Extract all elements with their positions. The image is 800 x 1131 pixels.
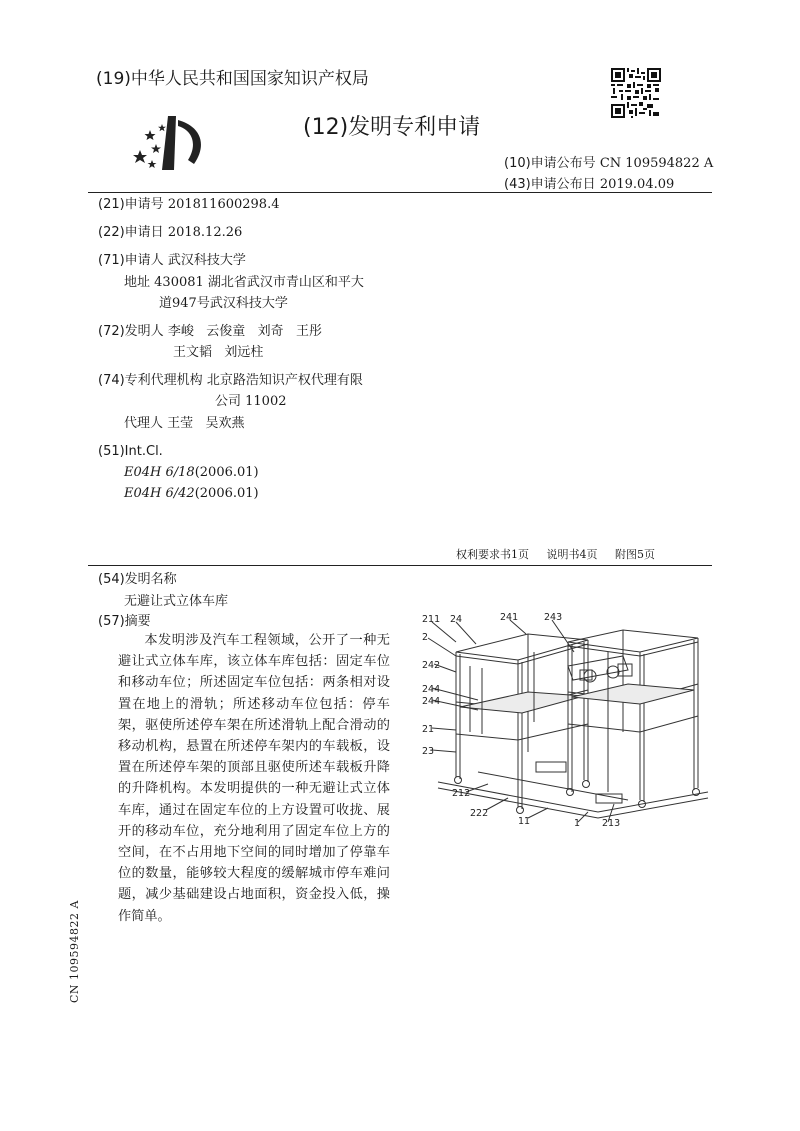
address-line-2: 道947号武汉科技大学 xyxy=(159,296,288,311)
application-number-value: 201811600298.4 xyxy=(167,197,280,212)
inventors-line-1: 李峻 云俊童 刘奇 王彤 xyxy=(167,324,323,339)
application-number xyxy=(98,195,279,215)
claims-pages: 权利要求书1页 xyxy=(456,548,529,561)
abstract-label-text: (57)摘要 xyxy=(98,614,151,629)
figure-label-213: 213 xyxy=(602,818,621,829)
office-name: (19)中华人民共和国国家知识产权局 xyxy=(96,69,369,89)
int-cl-label-text: (51)Int.Cl. xyxy=(98,444,163,459)
figure-label-222: 222 xyxy=(470,808,489,819)
patent-agency-label: (74)专利代理机构 xyxy=(98,373,203,388)
patent-agency-line-1: 北京路浩知识产权代理有限 xyxy=(206,373,363,388)
drawings-pages: 附图5页 xyxy=(615,548,655,561)
ipc-class-2 xyxy=(124,484,259,504)
publication-date-value: 2019.04.09 xyxy=(599,177,675,192)
int-cl-label xyxy=(98,442,163,462)
figure-label-242: 242 xyxy=(422,660,441,671)
figure-label-11: 11 xyxy=(518,816,531,827)
ipc-class-2-code: E04H 6/42 xyxy=(124,486,195,501)
ipc-class-1-code: E04H 6/18 xyxy=(124,465,195,480)
figure-label-24: 24 xyxy=(450,614,463,625)
qr-code xyxy=(611,68,661,118)
figure-label-211: 211 xyxy=(422,614,441,625)
invention-title-label-text: (54)发明名称 xyxy=(98,572,177,587)
header-divider xyxy=(88,192,712,193)
application-date-label: (22)申请日 xyxy=(98,225,164,240)
figure-label-2: 2 xyxy=(422,632,429,643)
publication-number-label: (10)申请公布号 xyxy=(504,156,596,171)
applicant xyxy=(98,251,246,271)
description-pages: 说明书4页 xyxy=(546,548,598,561)
figure-label-23: 23 xyxy=(422,746,435,757)
inventors-line-2: 王文韬 刘远柱 xyxy=(173,345,264,360)
side-publication-number: CN 109594822 A xyxy=(68,900,81,1003)
publication-number xyxy=(504,152,713,171)
inventors xyxy=(98,322,322,342)
address-line-1: 430081 湖北省武汉市青山区和平大 xyxy=(154,275,364,290)
abstract-figure xyxy=(418,612,714,830)
publication-number-value: CN 109594822 A xyxy=(599,156,714,171)
figure-label-244-a: 244 xyxy=(422,684,441,695)
figure-label-243: 243 xyxy=(544,612,563,623)
application-number-label: (21)申请号 xyxy=(98,197,164,212)
agents-value: 王莹 吴欢燕 xyxy=(167,416,245,431)
applicant-label: (71)申请人 xyxy=(98,253,164,268)
applicant-value: 武汉科技大学 xyxy=(167,253,246,268)
figure-label-241: 241 xyxy=(500,612,519,623)
ipc-class-1-year: (2006.01) xyxy=(194,465,259,480)
inventors-label: (72)发明人 xyxy=(98,324,164,339)
application-date-value: 2018.12.26 xyxy=(167,225,243,240)
abstract-label xyxy=(98,612,151,632)
figure-label-244-b: 244 xyxy=(422,696,441,707)
invention-title: 无避让式立体车库 xyxy=(124,594,229,609)
cnipa-logo xyxy=(128,112,218,174)
patent-agency xyxy=(98,371,363,391)
ipc-class-1 xyxy=(124,463,259,483)
application-date xyxy=(98,223,242,243)
figure-label-21: 21 xyxy=(422,724,435,735)
figure-label-212: 212 xyxy=(452,788,471,799)
ipc-class-2-year: (2006.01) xyxy=(194,486,259,501)
invention-title-label xyxy=(98,570,177,590)
address-label: 地址 xyxy=(124,275,151,290)
body-divider xyxy=(88,565,712,566)
figure-label-1: 1 xyxy=(574,818,581,829)
abstract-text: 本发明涉及汽车工程领域，公开了一种无避让式立体车库，该立体车库包括：固定车位和移动车位；所述固定车位包括：两条相对设置在地上的滑轨；所述移动车位包括：停车架，驱使所述停车架在所述滑轨上配合滑动的移动机构，悬置在所述停车架内的车载板，设置在所述停车架的顶部且驱使所述车载板升降的升降机构。本发明提供的一种无避让式立体车库，通过在固定车位的上方设置可收拢、展开的移动车位，充分地利用了固定车位上方的空间，在不占用地下空间的同时增加了停靠车位的数量，能够较大程度的缓解城市停车难问题，减少基础建设占地面积，资金投入低，操作简单。 xyxy=(118,633,390,924)
agents-label: 代理人 xyxy=(124,416,164,431)
document-type: (12)发明专利申请 xyxy=(303,115,481,140)
publication-date xyxy=(504,173,674,192)
address xyxy=(124,273,364,293)
patent-agency-line-2: 公司 11002 xyxy=(215,394,287,409)
page-counts xyxy=(442,546,655,562)
publication-date-label: (43)申请公布日 xyxy=(504,177,596,192)
agents xyxy=(124,414,245,434)
